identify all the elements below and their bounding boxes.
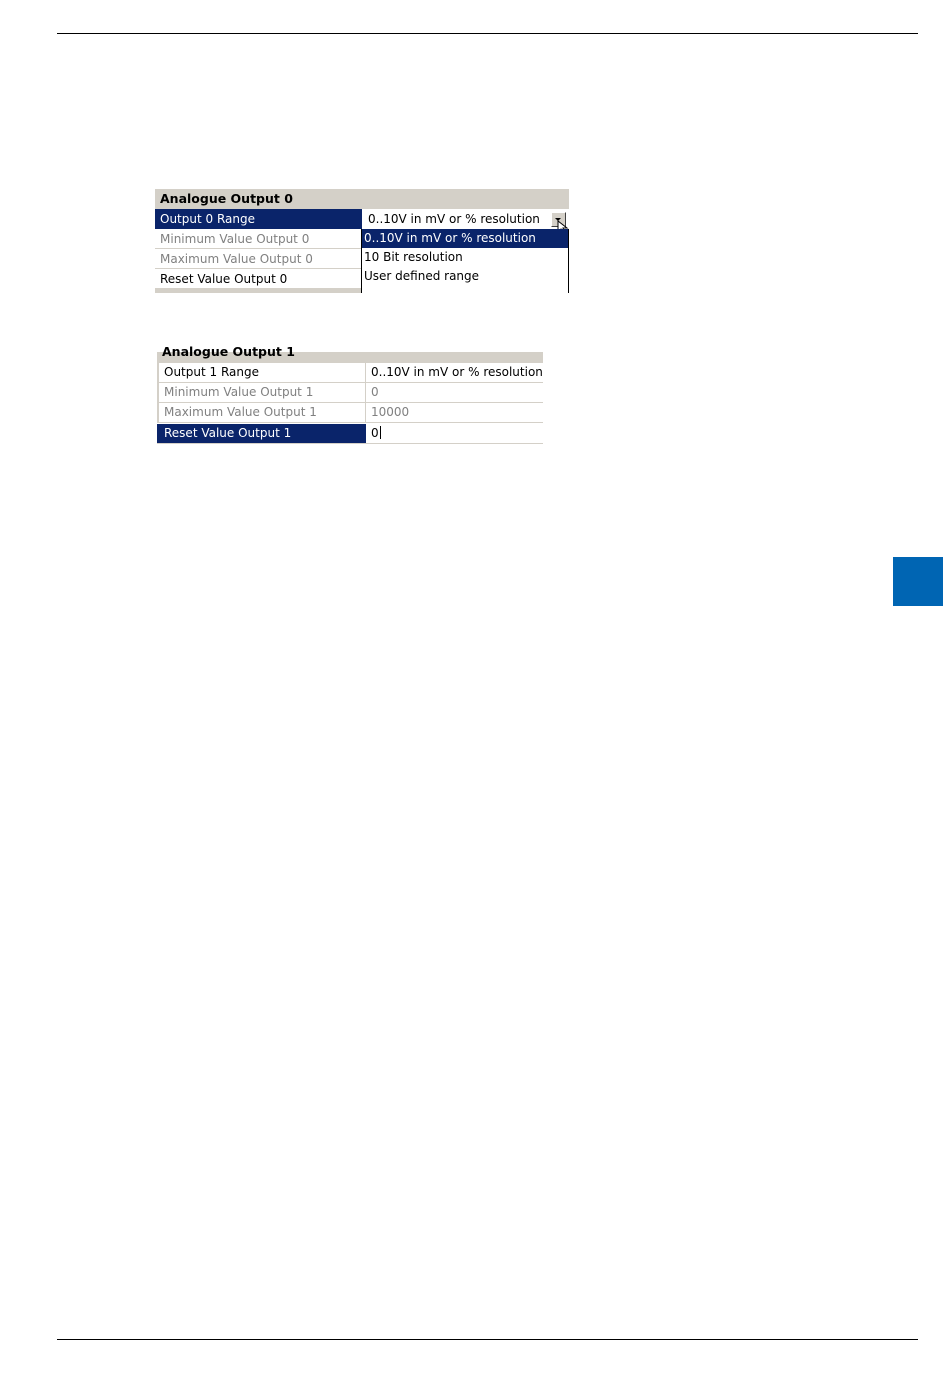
category-header-label: Analogue Output 1 [162,344,295,359]
property-minimum-value-output-0[interactable]: Minimum Value Output 0 [155,229,362,249]
property-row[interactable] [157,403,543,423]
category-header [157,344,543,363]
property-maximum-value-output-1[interactable]: Maximum Value Output 1 [157,403,366,422]
footer-rule [57,1339,918,1340]
property-value[interactable]: 0 [371,385,379,399]
range-select-value[interactable]: 0..10V in mV or % resolution [362,209,569,229]
header-rule [57,33,918,34]
chapter-tab [893,557,943,606]
property-grid-output-1 [157,344,543,445]
property-minimum-value-output-1[interactable]: Minimum Value Output 1 [157,383,366,402]
category-header: Analogue Output 0 [155,189,569,209]
property-reset-value-output-1[interactable]: Reset Value Output 1 [157,424,366,443]
range-dropdown-list [361,229,569,293]
property-value[interactable]: 0..10V in mV or % resolution [371,365,543,379]
text-caret [380,426,381,439]
property-grid-output-0 [155,189,569,293]
property-output-0-range[interactable]: Output 0 Range [155,209,362,229]
reset-value-text: 0 [371,426,379,440]
property-row[interactable] [157,363,543,383]
property-row[interactable] [157,424,543,444]
dropdown-option[interactable]: User defined range [364,269,480,283]
property-maximum-value-output-0[interactable]: Maximum Value Output 0 [155,249,362,269]
property-value[interactable]: 10000 [371,405,410,419]
dropdown-option[interactable]: 10 Bit resolution [364,250,463,264]
property-row[interactable] [157,383,543,403]
reset-value-input[interactable] [366,424,543,443]
property-output-1-range[interactable]: Output 1 Range [157,363,366,382]
dropdown-option[interactable]: 0..10V in mV or % resolution [362,229,568,248]
grid-footer [155,289,362,293]
property-reset-value-output-0[interactable]: Reset Value Output 0 [155,269,362,289]
